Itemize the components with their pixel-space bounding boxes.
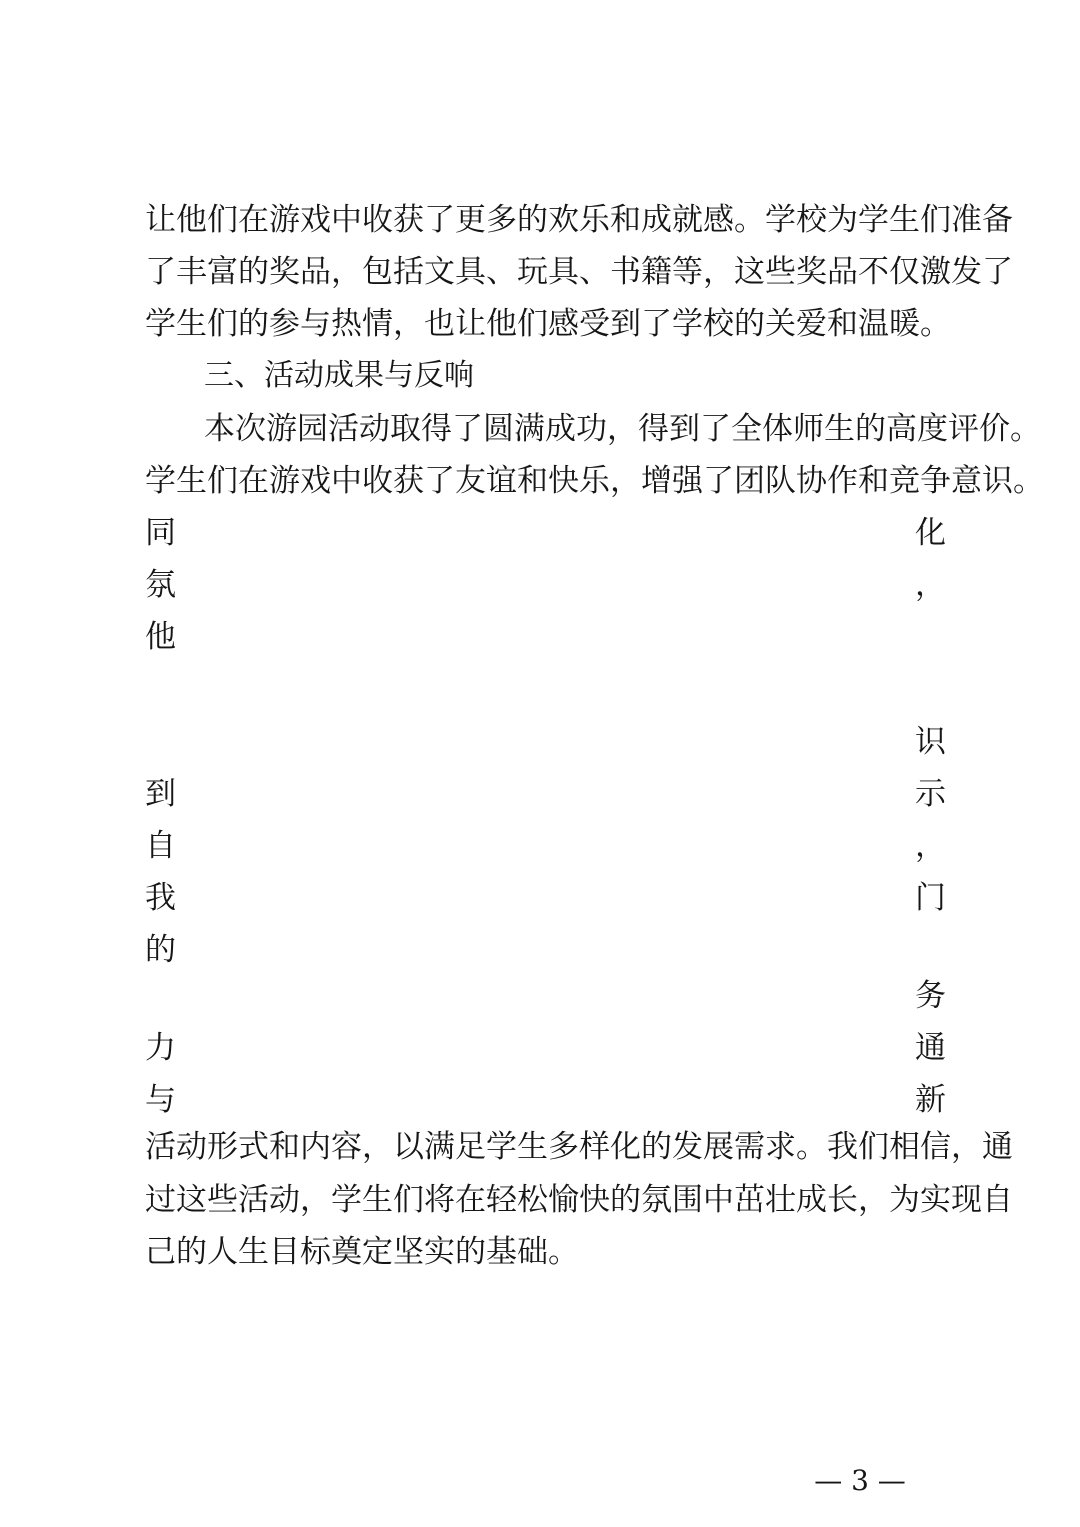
text-fragment: 示 — [915, 776, 946, 812]
text-fragment: ， — [915, 567, 946, 603]
text-fragment: 识 — [915, 724, 946, 760]
blank-overlay — [187, 506, 904, 1133]
text-fragment: 化 — [915, 515, 946, 551]
text-fragment: 的 — [145, 932, 176, 968]
body-line: 学生们的参与热情，也让他们感受到了学校的关爱和温暖。 — [145, 306, 951, 342]
body-line: 己的人生目标奠定坚实的基础。 — [145, 1234, 579, 1270]
body-line: 让他们在游戏中收获了更多的欢乐和成就感。学校为学生们准备 — [145, 202, 1013, 238]
body-line: 了丰富的奖品，包括文具、玩具、书籍等，这些奖品不仅激发了 — [145, 254, 1013, 290]
text-fragment: 我 — [145, 880, 176, 916]
text-fragment: 他 — [145, 619, 176, 655]
body-line: 本次游园活动取得了圆满成功，得到了全体师生的高度评价。 — [204, 411, 1041, 447]
text-fragment: ， — [915, 828, 946, 864]
body-line: 活动形式和内容，以满足学生多样化的发展需求。我们相信，通 — [145, 1129, 1013, 1165]
text-fragment: 通 — [915, 1030, 946, 1066]
text-fragment: 同 — [145, 515, 176, 551]
text-fragment: 氛 — [145, 567, 176, 603]
text-fragment: 务 — [915, 978, 946, 1014]
text-fragment: 门 — [915, 880, 946, 916]
text-fragment: 力 — [145, 1030, 176, 1066]
page-number: — 3 — — [814, 1464, 906, 1497]
section-heading: 三、活动成果与反响 — [204, 358, 474, 393]
text-fragment: 新 — [915, 1082, 946, 1118]
body-line: 学生们在游戏中收获了友谊和快乐，增强了团队协作和竞争意识。 — [145, 463, 1044, 499]
body-line: 过这些活动，学生们将在轻松愉快的氛围中茁壮成长，为实现自 — [145, 1182, 1013, 1218]
text-fragment: 自 — [145, 828, 176, 864]
text-fragment: 与 — [145, 1082, 176, 1118]
text-fragment: 到 — [145, 776, 176, 812]
